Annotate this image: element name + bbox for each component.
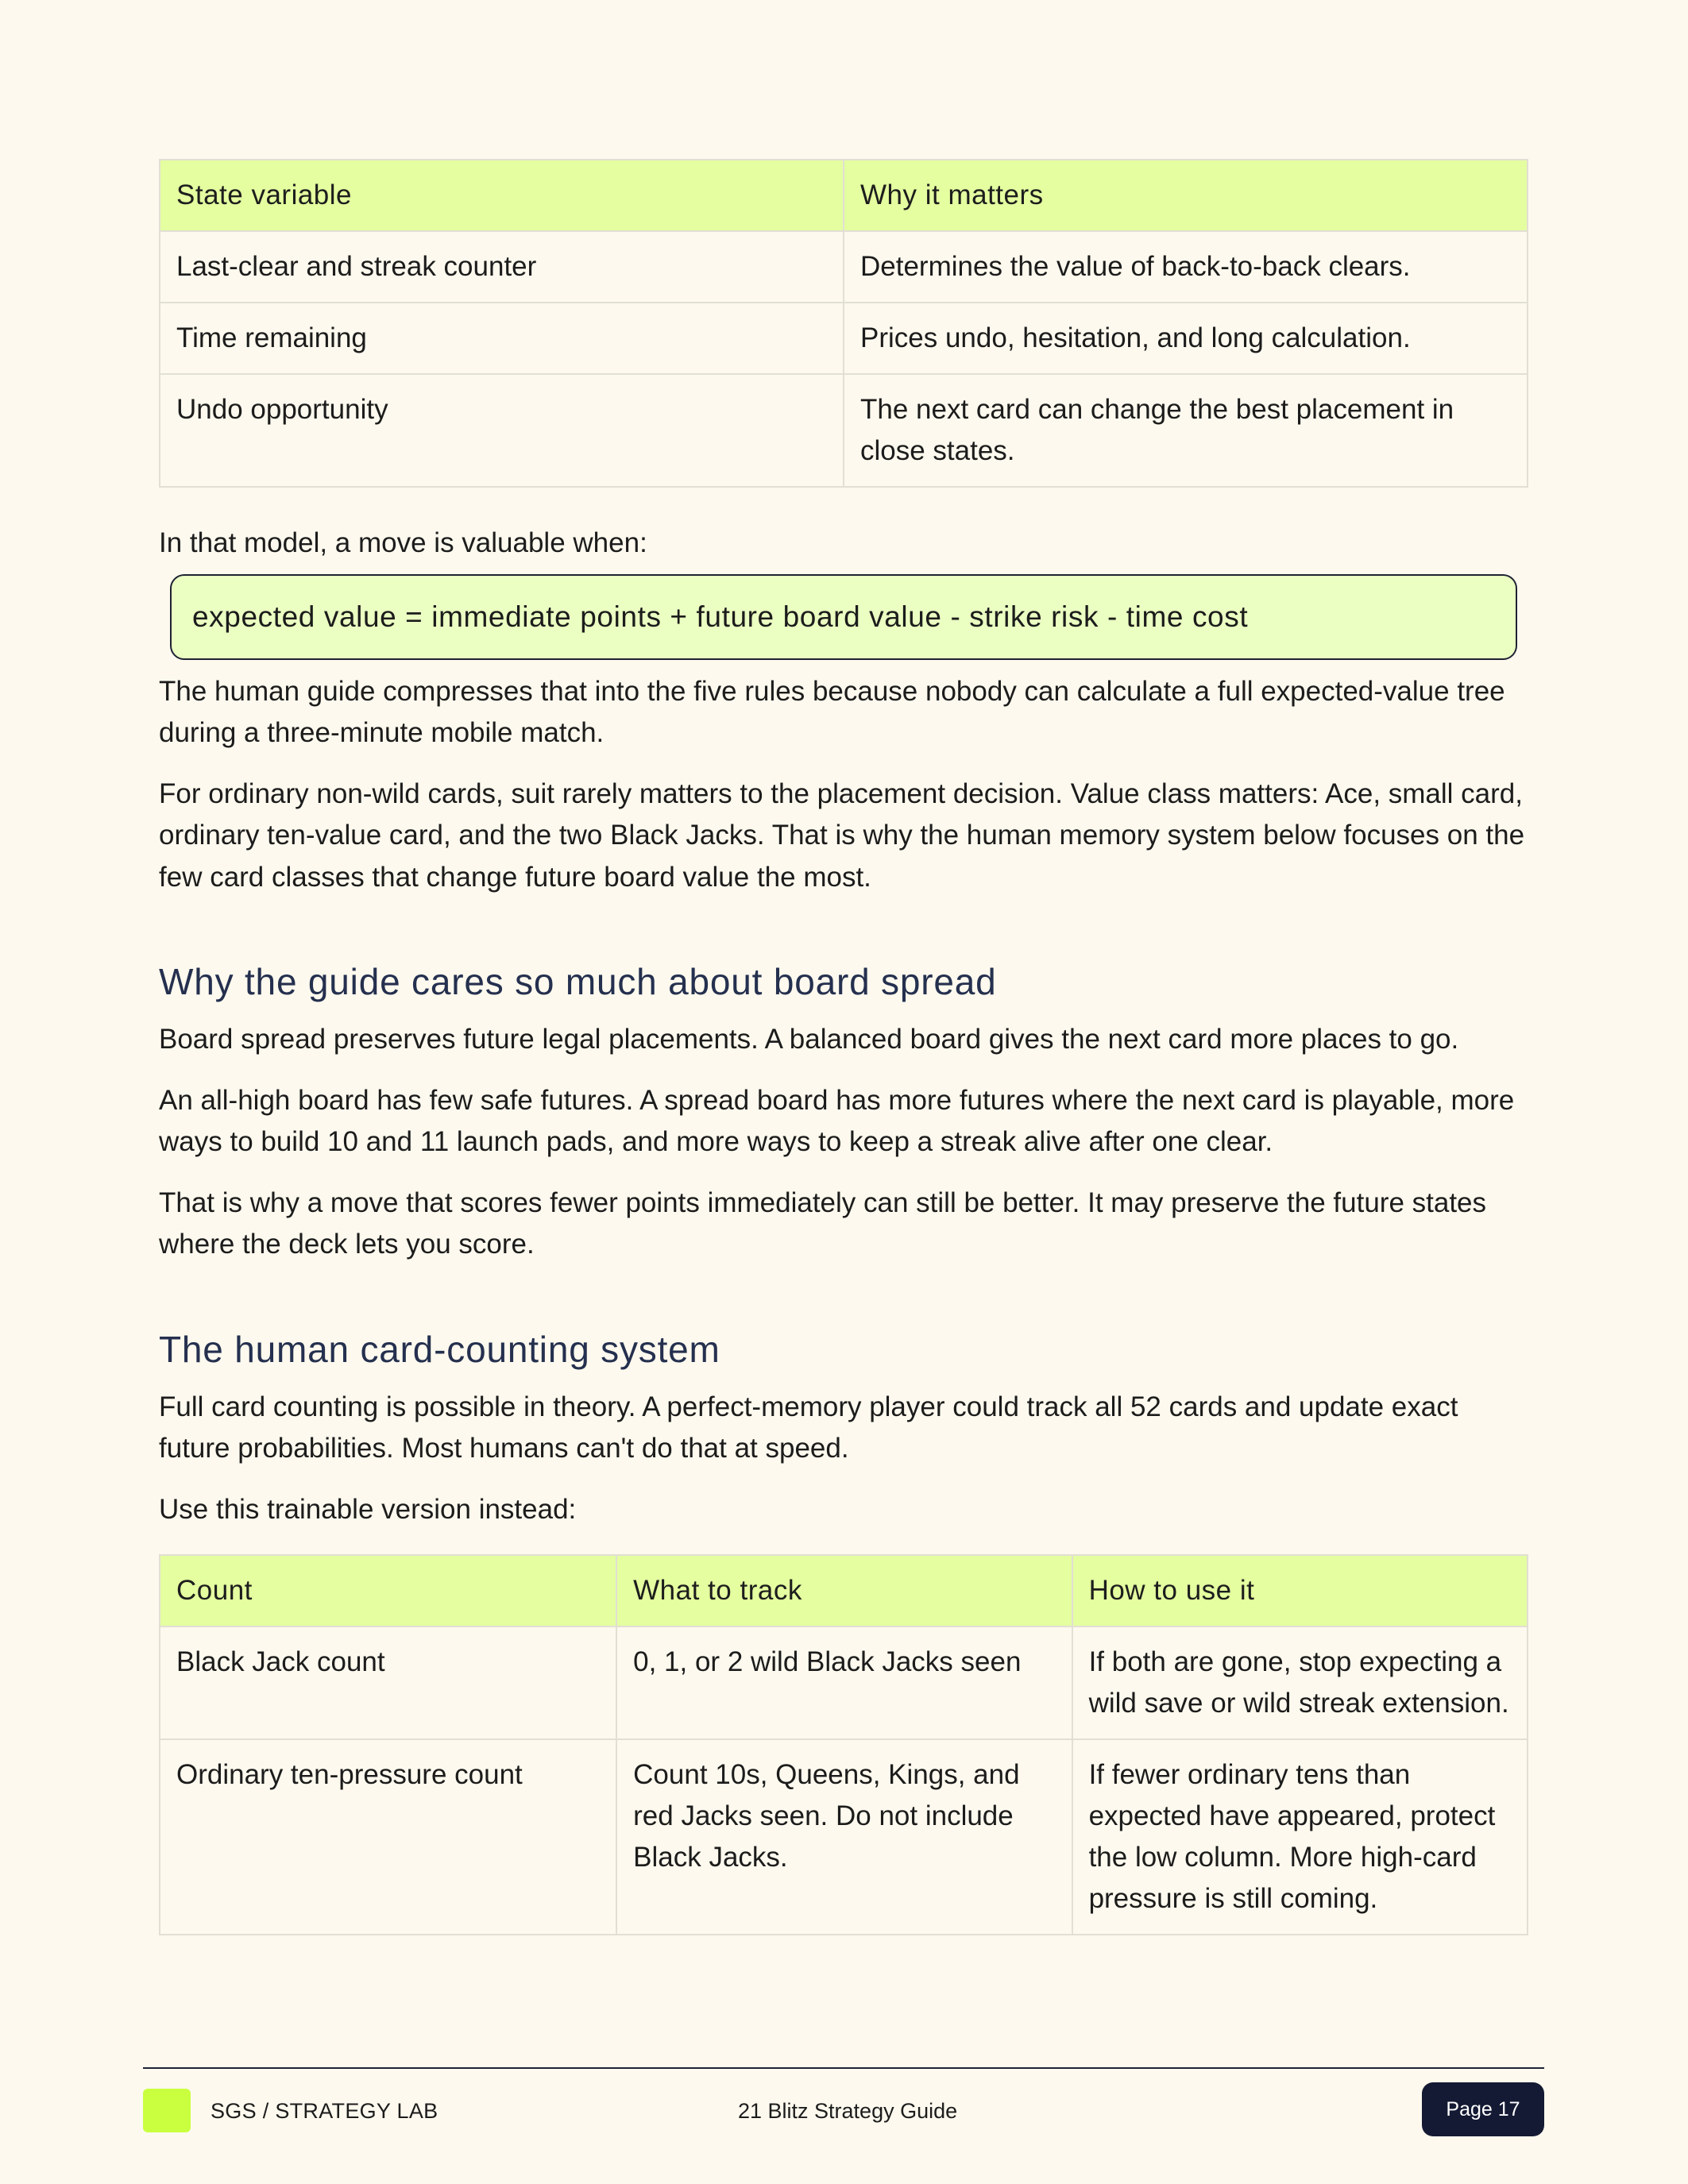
table-header-cell: State variable <box>160 160 844 231</box>
table-cell: Undo opportunity <box>160 374 844 487</box>
intro-text: In that model, a move is valuable when: <box>159 527 647 558</box>
formula-box: expected value = immediate points + future board value - strike risk - time cost <box>170 574 1517 660</box>
table-header-cell: How to use it <box>1072 1555 1528 1626</box>
footer-divider <box>143 2067 1544 2069</box>
table-cell: Prices undo, hesitation, and long calculation. <box>844 303 1528 374</box>
table-row <box>160 374 1528 487</box>
table-cell: Black Jack count <box>160 1626 616 1739</box>
table-cell: 0, 1, or 2 wild Black Jacks seen <box>616 1626 1072 1739</box>
table-cell: Ordinary ten-pressure count <box>160 1739 616 1935</box>
body-paragraph: Board spread preserves future legal placements. A balanced board gives the next card more places to go. <box>159 1024 1459 1055</box>
table-row <box>160 303 1528 374</box>
table-header-cell: Count <box>160 1555 616 1626</box>
brand-mark-icon <box>143 2089 191 2132</box>
table-header-row <box>160 160 1528 231</box>
page-content <box>159 159 1528 1935</box>
state-variable-table <box>159 159 1528 488</box>
footer-title: 21 Blitz Strategy Guide <box>738 2099 958 2123</box>
body-paragraph: Use this trainable version instead: <box>159 1493 577 1525</box>
body-paragraph: For ordinary non-wild cards, suit rarely matters to the placement decision. Value class matters: Ace, small card, ordinary ten-value card, and the two Black Jacks. That is why the human memory system below focuses on the few card classes that change future board value the most. <box>159 778 1525 893</box>
table-cell: If both are gone, stop expecting a wild save or wild streak extension. <box>1072 1626 1528 1739</box>
body-paragraph: An all-high board has few safe futures. A spread board has more futures where the next card is playable, more ways to build 10 and 11 launch pads, and more ways to keep a streak alive after one clear. <box>159 1084 1515 1157</box>
card-count-table <box>159 1554 1528 1935</box>
table-row <box>160 1626 1528 1739</box>
body-paragraph: That is why a move that scores fewer points immediately can still be better. It may preserve the future states where the deck lets you score. <box>159 1187 1487 1260</box>
table-cell: Last-clear and streak counter <box>160 231 844 303</box>
section-heading: The human card-counting system <box>159 1328 720 1370</box>
footer-brand: SGS / STRATEGY LAB <box>211 2099 438 2123</box>
table-cell: Time remaining <box>160 303 844 374</box>
page-number-badge: Page 17 <box>1422 2082 1544 2136</box>
table-cell: Count 10s, Queens, Kings, and red Jacks seen. Do not include Black Jacks. <box>616 1739 1072 1935</box>
table-row <box>160 1739 1528 1935</box>
body-paragraph: Full card counting is possible in theory. A perfect-memory player could track all 52 cards and update exact future probabilities. Most humans can't do that at speed. <box>159 1391 1458 1464</box>
table-cell: The next card can change the best placement in close states. <box>844 374 1528 487</box>
body-paragraph: The human guide compresses that into the five rules because nobody can calculate a full expected-value tree during a three-minute mobile match. <box>159 675 1505 748</box>
table-cell: Determines the value of back-to-back clears. <box>844 231 1528 303</box>
table-header-cell: What to track <box>616 1555 1072 1626</box>
table-header-row <box>160 1555 1528 1626</box>
section-heading: Why the guide cares so much about board spread <box>159 961 997 1002</box>
table-cell: If fewer ordinary tens than expected have appeared, protect the low column. More high-card pressure is still coming. <box>1072 1739 1528 1935</box>
table-header-cell: Why it matters <box>844 160 1528 231</box>
table-row <box>160 231 1528 303</box>
